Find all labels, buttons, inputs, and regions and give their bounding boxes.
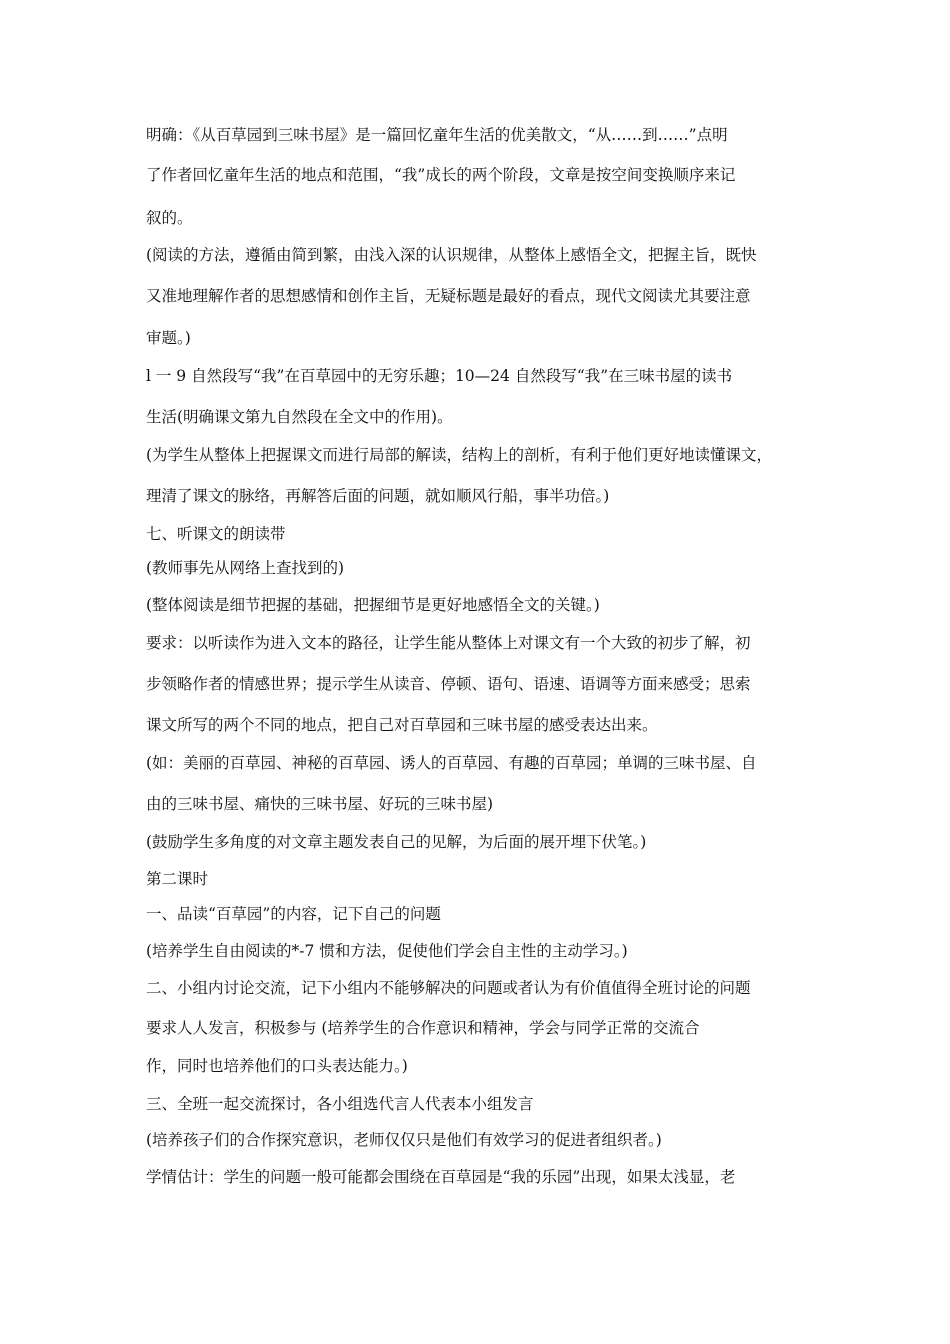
section-heading: 七、听课文的朗读带: [146, 525, 286, 543]
section-heading: 一、品读“百草园”的内容，记下自己的问题: [146, 905, 441, 923]
text-line: 作，同时也培养他们的口头表达能力。): [146, 1057, 408, 1075]
text-line: 要求人人发言，积极参与 (培养学生的合作意识和精神，学会与同学正常的交流合: [146, 1019, 700, 1037]
text-line: 了作者回忆童年生活的地点和范围，“我”成长的两个阶段，文章是按空间变换顺序来记: [146, 166, 736, 184]
text-line: l 一 9 自然段写“我”在百草园中的无穷乐趣；10—24 自然段写“我”在三味书屋的读书: [146, 367, 733, 385]
text-line: 课文所写的两个不同的地点，把自己对百草园和三味书屋的感受表达出来。: [146, 716, 658, 734]
text-line: 叙的。: [146, 209, 193, 227]
text-line: (培养孩子们的合作探究意识，老师仅仅只是他们有效学习的促进者组织者。): [146, 1131, 662, 1149]
text-line: 生活(明确课文第九自然段在全文中的作用)。: [146, 408, 453, 426]
text-line: (如：美丽的百草园、神秘的百草园、诱人的百草园、有趣的百草园；单调的三味书屋、自: [146, 754, 757, 772]
text-line: 审题。): [146, 329, 191, 347]
section-heading: 二、小组内讨论交流，记下小组内不能够解决的问题或者认为有价值值得全班讨论的问题: [146, 979, 751, 997]
section-heading: 三、全班一起交流探讨，各小组选代言人代表本小组发言: [146, 1095, 534, 1113]
section-heading: 第二课时: [146, 870, 209, 888]
text-line: 学情估计：学生的问题一般可能都会围绕在百草园是“我的乐园”出现，如果太浅显，老: [146, 1168, 736, 1186]
text-line: (鼓励学生多角度的对文章主题发表自己的见解，为后面的展开埋下伏笔。): [146, 833, 647, 851]
text-line: (教师事先从网络上查找到的): [146, 559, 345, 577]
text-line: (培养学生自由阅读的*-7 惯和方法，促使他们学会自主性的主动学习。): [146, 942, 628, 960]
text-line: 理清了课文的脉络，再解答后面的问题，就如顺风行船，事半功倍。): [146, 487, 610, 505]
text-line: 由的三味书屋、痛快的三味书屋、好玩的三味书屋): [146, 795, 494, 813]
text-line: (为学生从整体上把握课文而进行局部的解读，结构上的剖析，有利于他们更好地读懂课文，: [146, 446, 773, 464]
text-line: (整体阅读是细节把握的基础，把握细节是更好地感悟全文的关键。): [146, 596, 600, 614]
text-line: 又准地理解作者的思想感情和创作主旨，无疑标题是最好的看点，现代文阅读尤其要注意: [146, 287, 751, 305]
text-line: 步领略作者的情感世界；提示学生从读音、停顿、语句、语速、语调等方面来感受；思索: [146, 675, 751, 693]
text-line: 明确：《从百草园到三味书屋》是一篇回忆童年生活的优美散文，“从……到……”点明: [146, 126, 728, 144]
text-line: 要求：以听读作为进入文本的路径，让学生能从整体上对课文有一个大致的初步了解，初: [146, 634, 751, 652]
text-line: (阅读的方法，遵循由简到繁，由浅入深的认识规律，从整体上感悟全文，把握主旨，既快: [146, 246, 757, 264]
